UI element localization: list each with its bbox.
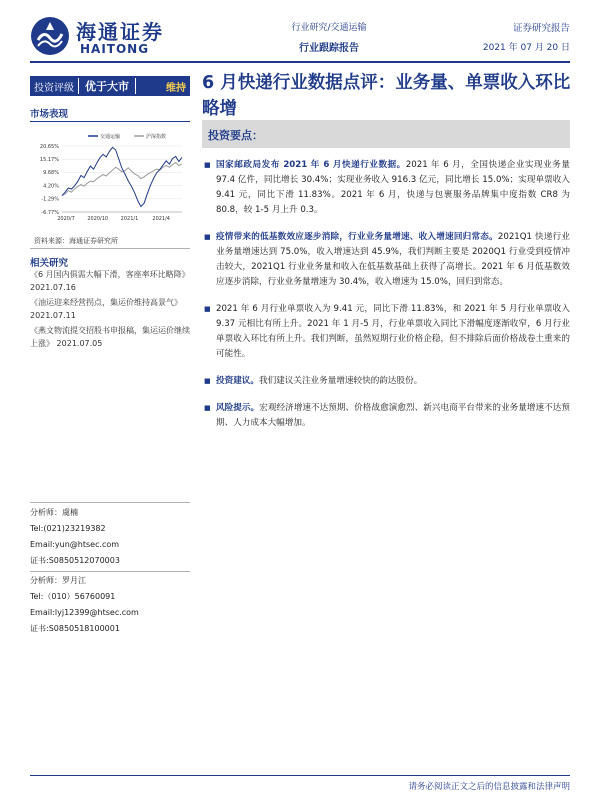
related-item-title: 《燕文物流提交招股书申报稿，集运运价继续上涨》 [30,326,190,348]
analyst-divider [30,571,190,572]
legend-label: 沪深指数 [146,134,167,140]
analyst-divider [30,502,190,503]
analyst-cert: 证书:S0850518100001 [30,624,120,633]
investment-point [202,230,570,290]
investment-point [202,158,570,218]
disclaimer-footer[interactable]: 请务必阅读正文之后的信息披露和法律声明 [408,782,570,792]
point-body: 2021 年 6 月，全国快递企业实现业务量 97.4 亿件，同比增长 30.4%；实现业务收入 916.3 亿元，同比增长 15.0%；实现单票收入 9.41 元，同比下滑 11.83%。2021 年 6 月，快递与包裹服务品牌集中度指数 CR8 为 80.8，较 1-5 月上升 0.3。 [216,160,570,215]
market-section-divider [30,121,190,122]
point-lead: 疫情带来的低基数效应逐步消除，行业业务量增速、收入增速回归常态。 [216,232,498,242]
related-item-title: 《油运迎来经营拐点，集运价维持高景气》 [30,298,182,307]
y-tick-label: 15.17% [39,157,59,163]
y-tick-label: 9.68% [43,170,59,177]
analyst-tel: Tel:（010）56760091 [30,592,116,601]
investment-point [202,374,570,389]
x-tick-label: 2021/4 [152,216,170,222]
report-class: 证券研究报告 [512,23,570,34]
analyst-tel: Tel:(021)23219382 [30,524,106,533]
header-category-block [274,20,384,54]
analyst-name: 分析师：罗月江 [30,576,86,585]
report-date: 2021 年 07 月 20 日 [482,43,570,53]
report-header [30,10,570,58]
point-lead: 国家邮政局发布 2021 年 6 月快递行业数据。 [216,160,406,170]
legend-label: 交通运输 [100,134,121,140]
market-performance-chart [30,128,190,228]
report-type: 行业跟踪报告 [299,43,359,54]
point-body: 宏观经济增速不达预期、价格战愈演愈烈、新兴电商平台带来的业务量增速不达预期、人力成本大幅增加。 [216,403,570,428]
investment-points [202,158,570,443]
rating-action: 维持 [166,82,186,94]
y-tick-label: 20.65% [39,143,59,150]
rating-value: 优于大市 [78,78,136,94]
rating-label: 投资评级 [34,82,74,94]
footer-divider [30,775,570,776]
analyst-name: 分析师：虞楠 [30,508,78,517]
point-body: 2021 年 6 月行业单票收入为 9.41 元，同比下滑 11.83%，和 2021 年 5 月行业单票收入 9.37 元相比有所上升。2021 年 1 月-5 月，行业单票收入同比下滑幅度逐渐收窄，6 月行业单票收入环比有所上升。我们判断，虽然短期行业价格企稳，但不排除后面价格战卷土重来的可能性。 [216,304,570,359]
analyst-email[interactable]: Email:lyj12399@htsec.com [30,608,139,617]
point-body: 2021Q1 快递行业业务量增速达到 75.0%，收入增速达到 45.9%，我们判断主要是 2020Q1 行业受到疫情冲击较大，2021Q1 行业业务量和收入在低基数基础上获得了高增长。2021 年 6 月低基数效应逐步消除，行业业务量增速为 30.4%，收入增速为 15.0%，回归到常态。 [216,232,570,287]
x-tick-label: 2020/7 [57,216,75,222]
y-tick-label: 4.20% [43,183,59,190]
report-title: 6 月快递行业数据点评：业务量、单票收入环比略增 [202,73,571,119]
related-section-title: 相关研究 [30,258,69,269]
analyst-card [30,505,190,569]
y-tick-label: -6.77% [41,209,59,216]
y-tick-label: -1.29% [41,196,59,203]
related-item-date: 2021.07.05 [56,339,103,348]
investment-point [202,302,570,362]
haitong-logo-icon [30,16,70,56]
header-right-block [483,20,570,53]
x-tick-label: 2021/1 [120,216,139,222]
related-item-date: 2021.07.11 [30,311,76,320]
investment-point [202,401,570,431]
point-lead: 投资建议。 [216,376,259,386]
header-divider [30,61,570,63]
point-lead: 风险提示。 [216,403,260,413]
source-divider [30,248,190,249]
x-tick-label: 2020/10 [87,216,109,222]
related-item-date: 2021.07.16 [30,283,76,292]
market-section-title: 市场表现 [30,109,69,120]
rating-bar [30,76,190,96]
logo-text-en: HAITONG [80,42,150,56]
related-item[interactable] [30,268,190,294]
series-line-transport [62,147,182,206]
point-body: 我们建议关注业务量增速较快的韵达股份。 [258,376,423,386]
analyst-email[interactable]: Email:yun@htsec.com [30,540,120,549]
chart-source: 资料来源：海通证券研究所 [34,237,118,245]
report-category: 行业研究/交通运输 [291,23,367,33]
related-item[interactable] [30,296,190,322]
related-item[interactable] [30,324,190,350]
analyst-cert: 证书:S0850512070003 [30,556,120,565]
investment-heading: 投资要点： [202,120,570,148]
analyst-card [30,573,190,637]
related-research-list [30,268,190,350]
related-item-title: 《6 月国内俱需大幅下滑，客座率环比略降》 [30,270,190,279]
logo-text-cn: 海通证券 [76,20,164,44]
